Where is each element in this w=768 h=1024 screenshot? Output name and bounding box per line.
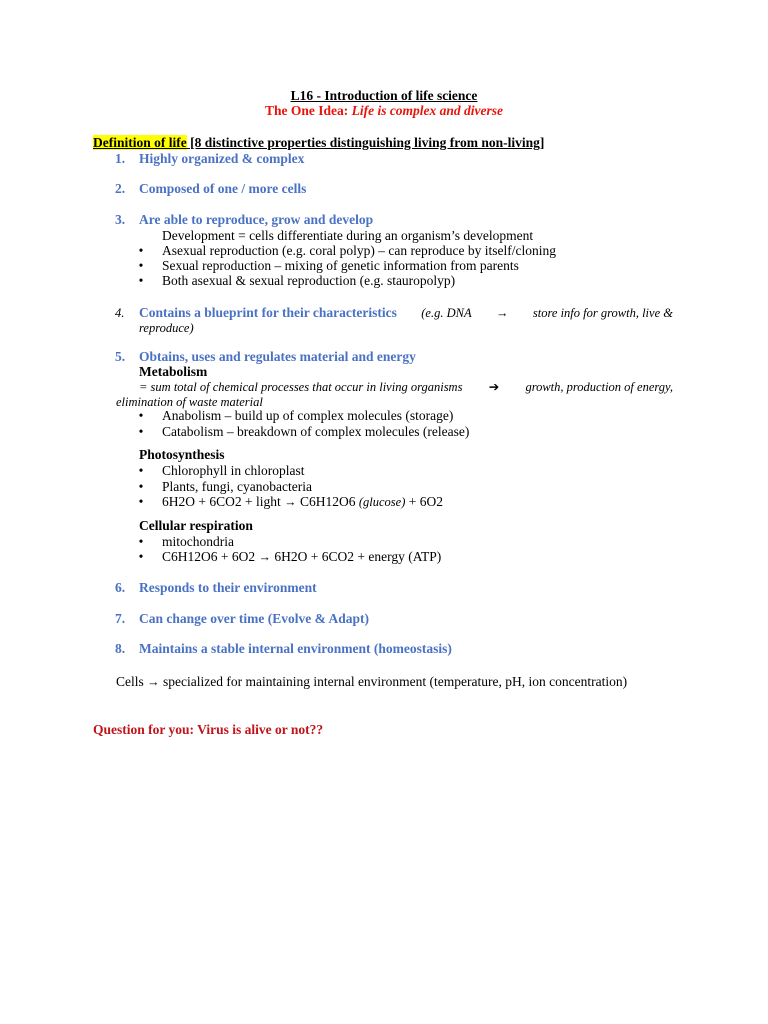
equation-part: 6H2O + 6CO2 + light [162,494,281,509]
definition-rest: [8 distinctive properties distinguishing living from non-living] [186,135,545,150]
property-text: Composed of one / more cells [139,181,307,196]
bullet-icon: • [138,258,144,273]
list-item-text: Sexual reproduction – mixing of genetic information from parents [162,258,519,273]
one-idea-line [0,103,768,119]
property-text: Are able to reproduce, grow and develop [139,212,374,227]
property-text: Can change over time (Evolve & Adapt) [139,611,369,626]
dna-note-end: reproduce) [139,321,194,335]
title-text: L16 - Introduction of life science [290,88,478,103]
cells-statement [116,674,627,690]
equation-part: C6H12O6 [299,494,356,509]
arrow-icon: → [284,495,297,509]
glucose-label: (glucose) [358,495,406,509]
cells-label: Cells [116,674,144,689]
dna-note: (e.g. DNA [421,306,472,320]
definition-heading [93,135,544,151]
metabolism-def-text: = sum total of chemical processes that occur in living organisms [139,380,463,394]
photosynthesis-heading: Photosynthesis [139,447,225,462]
equation-part: C6H12O6 + 6O2 [162,549,256,564]
page-title [0,88,768,104]
list-item-text: mitochondria [162,534,234,549]
arrow-icon: ➔ [488,380,500,394]
bullet-icon: • [138,463,144,478]
list-item-text: Chlorophyll in chloroplast [162,463,305,478]
property-number: 5. [115,349,126,364]
list-item-text: Asexual reproduction (e.g. coral polyp) – can reproduce by itself/cloning [162,243,556,258]
property-text: Maintains a stable internal environment (homeostasis) [139,641,452,656]
property-text: Contains a blueprint for their characteristics [139,305,397,320]
question-line: Question for you: Virus is alive or not?? [93,722,324,737]
property-number: 4. [115,306,125,320]
bullet-icon: • [138,494,144,509]
bullet-icon: • [138,549,144,564]
bullet-icon: • [138,534,144,549]
one-idea-prefix: The One Idea: [264,103,349,118]
property-text: Responds to their environment [139,580,317,595]
list-item-text: Catabolism – breakdown of complex molecules (release) [162,424,470,439]
definition-highlight: Definition of life [93,135,187,150]
bullet-icon: • [138,424,144,439]
cells-text: specialized for maintaining internal environment (temperature, pH, ion concentration) [163,674,628,689]
bullet-icon: • [138,479,144,494]
property-number: 3. [115,212,126,227]
development-definition: Development = cells differentiate during an organism’s development [162,228,534,243]
property-text: Highly organized & complex [139,151,305,166]
metabolism-def-end: elimination of waste material [116,395,263,409]
arrow-icon: → [258,550,271,564]
metabolism-heading: Metabolism [139,364,208,379]
property-text: Obtains, uses and regulates material and energy [139,349,416,364]
dna-note-cont: store info for growth, live & [532,306,673,320]
arrow-icon: → [147,675,160,689]
list-item-text: Plants, fungi, cyanobacteria [162,479,312,494]
list-item-text: Anabolism – build up of complex molecules (storage) [162,408,454,423]
property-number: 7. [115,611,126,626]
bullet-icon: • [138,243,144,258]
bullet-icon: • [138,408,144,423]
respiration-heading: Cellular respiration [139,518,253,533]
equation-part: 6H2O + 6CO2 + energy (ATP) [274,549,442,564]
equation-part: + 6O2 [408,494,444,509]
bullet-icon: • [138,273,144,288]
one-idea-text: Life is complex and diverse [351,103,504,118]
property-number: 8. [115,641,126,656]
property-number: 6. [115,580,126,595]
list-item-text: Both asexual & sexual reproduction (e.g. stauropolyp) [162,273,456,288]
metabolism-definition [116,379,673,395]
property-number: 1. [115,151,126,166]
arrow-icon: → [496,306,509,320]
property-number: 2. [115,181,126,196]
metabolism-def-text-cont: growth, production of energy, [525,380,673,394]
